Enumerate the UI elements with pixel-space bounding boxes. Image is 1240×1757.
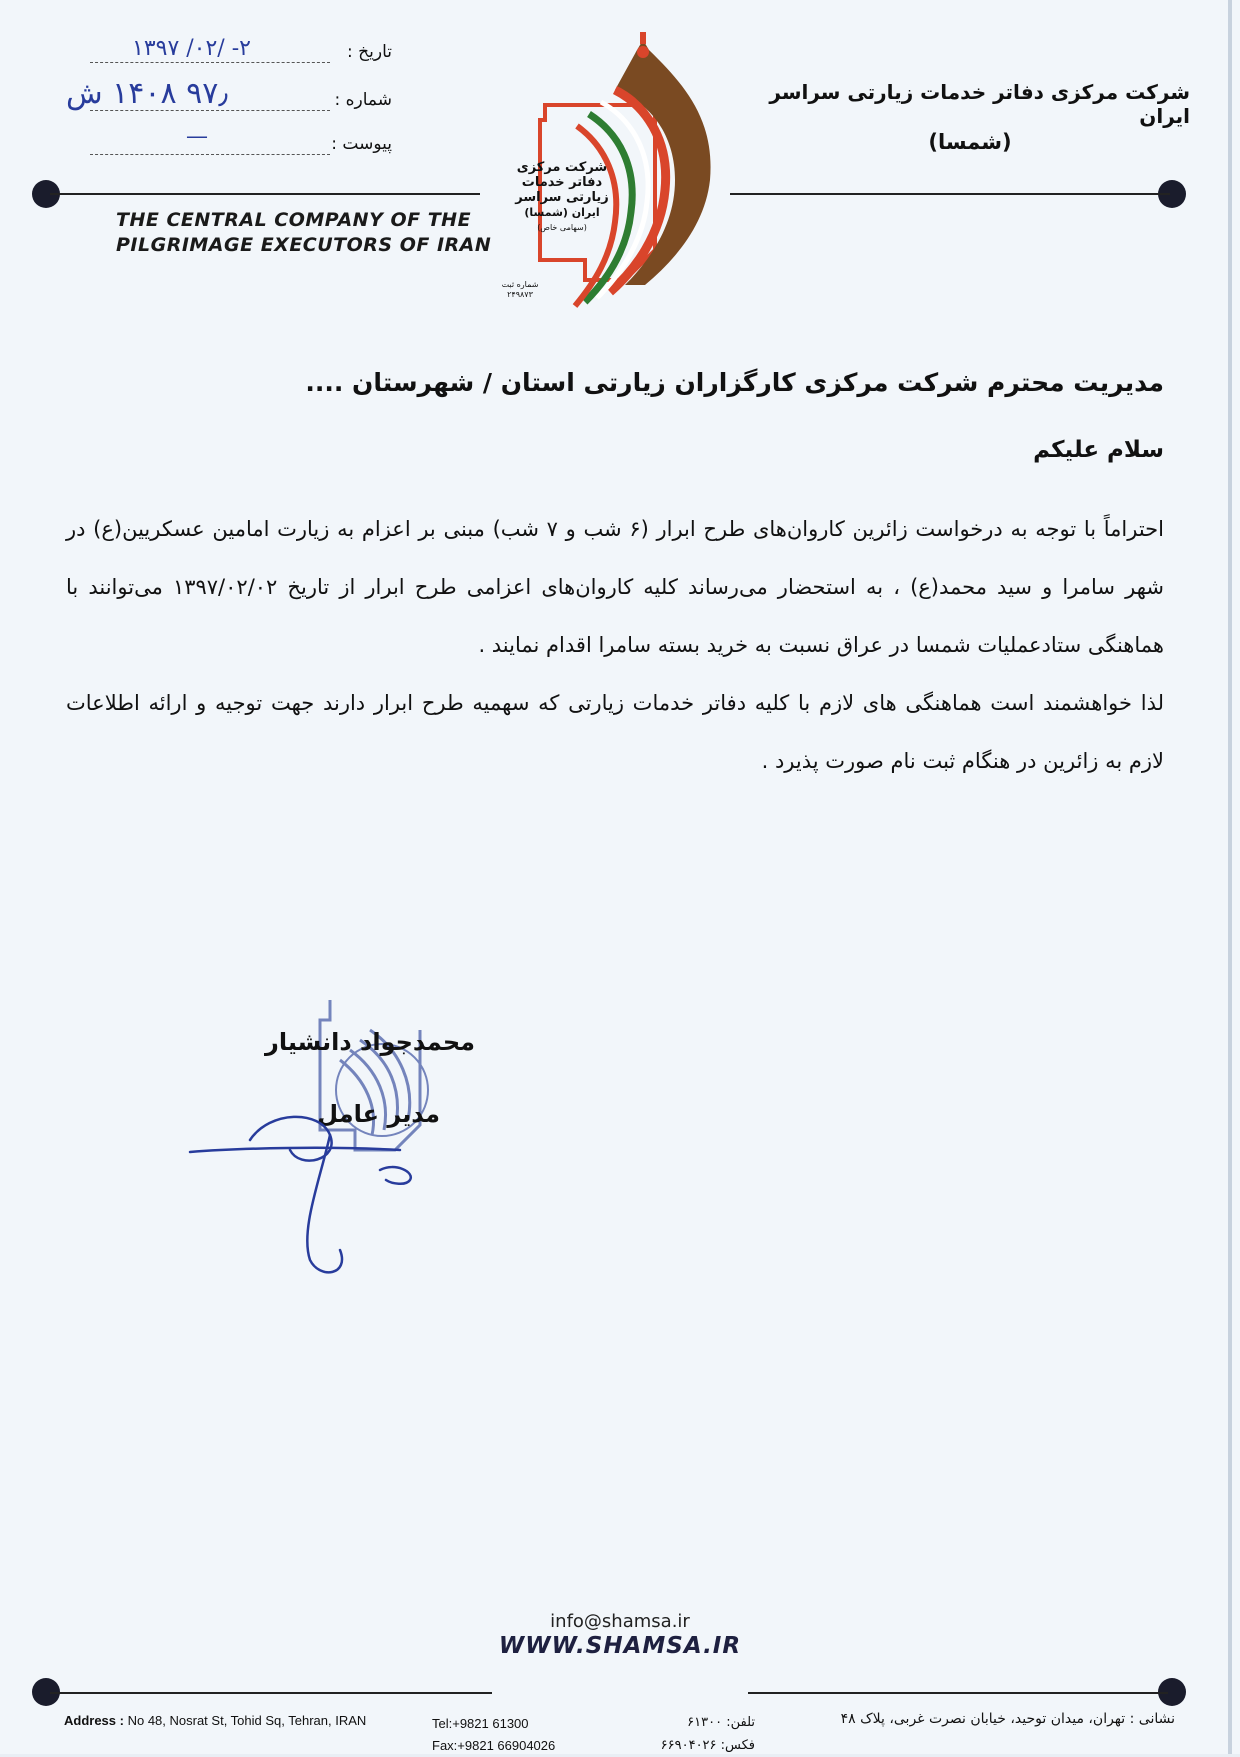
letter-greeting: سلام علیکم xyxy=(1033,437,1164,463)
footer-address-en xyxy=(64,1713,366,1728)
logo-reg-number: ۲۴۹۸۷۳ xyxy=(507,290,533,299)
shamsa-logo xyxy=(501,30,735,315)
number-handwritten: ۹۷٫ ۱۴۰۸ ش xyxy=(66,76,229,111)
attachment-row xyxy=(90,134,392,160)
footer-address-fa: نشانی : تهران، میدان توحید، خیابان نصرت غربی، پلاک ۴۸ xyxy=(840,1711,1175,1727)
date-label: تاریخ : xyxy=(347,42,392,62)
letter-paragraph-1: احتراماً با توجه به درخواست زائرین کاروان‌های طرح ابرار (۶ شب و ۷ شب) مبنی بر اعزام به زیارت امامین عسکریین(ع) در شهر سامرا و سید محمد(ع) ، به استحضار می‌رساند کلیه کاروان‌های اعزامی طرح ابرار از تاریخ ۱۳۹۷/۰۲/۰۲ می‌توانند با هماهنگی ستادعملیات شمسا در عراق نسبت به خرید بسته سامرا اقدام نمایند . xyxy=(66,517,1164,657)
footer-fax-fa: فکس: ۶۶۹۰۴۰۲۶ xyxy=(660,1738,755,1753)
company-name-en-line1: THE CENTRAL COMPANY OF THE xyxy=(116,209,472,231)
handwritten-signature-icon xyxy=(180,1100,470,1280)
number-label: شماره : xyxy=(334,90,392,110)
letter-paragraph-2: لذا خواهشمند است هماهنگی های لازم با کلیه دفاتر خدمات زیارتی که سهمیه طرح ابرار دارند جهت توجیه و ارائه اطلاعات لازم به زائرین در هنگام ثبت نام صورت پذیرد . xyxy=(66,691,1164,773)
logo-registration xyxy=(490,280,550,300)
footer-website: WWW.SHAMSA.IR xyxy=(498,1633,742,1659)
footer-phone-en xyxy=(432,1713,555,1757)
signatory-name: محمدجواد دانشیار xyxy=(265,1028,475,1056)
date-handwritten: ۱۳۹۷ /۰۲/ -۲ xyxy=(132,36,251,61)
footer-left-rule xyxy=(50,1692,492,1694)
company-name-fa: شرکت مرکزی دفاتر خدمات زیارتی سراسر ایران xyxy=(769,80,1190,128)
company-name-en xyxy=(116,208,491,258)
letter-body xyxy=(66,500,1164,790)
company-name-en-line2: PILGRIMAGE EXECUTORS OF IRAN xyxy=(116,234,492,256)
logo-reg-label: شماره ثبت xyxy=(501,280,539,289)
footer-right-rule xyxy=(748,1692,1168,1694)
logo-line5: (سهامی خاص) xyxy=(537,223,587,232)
footer-tel-fa: تلفن: ۶۱۳۰۰ xyxy=(687,1715,755,1730)
signatory-title: مدیر عامل xyxy=(317,1100,440,1128)
attachment-line xyxy=(90,154,330,155)
footer-address-label-en: Address : xyxy=(64,1713,124,1728)
logo-line4: ایران (شمسا) xyxy=(524,206,600,219)
company-abbr-fa: (شمسا) xyxy=(928,130,1012,154)
footer-tel-en: Tel:+9821 61300 xyxy=(432,1716,529,1731)
logo-line1: شرکت مرکزی xyxy=(516,160,608,175)
footer-fax-en: Fax:+9821 66904026 xyxy=(432,1738,556,1753)
footer-address-value-en: No 48, Nosrat St, Tohid Sq, Tehran, IRAN xyxy=(127,1713,367,1728)
date-line xyxy=(90,62,330,63)
footer-email: info@shamsa.ir xyxy=(550,1611,690,1632)
attachment-handwritten: — xyxy=(186,124,208,149)
scan-edge xyxy=(1228,0,1232,1754)
header-right-rule xyxy=(730,193,1170,195)
logo-line2: دفاتر خدمات xyxy=(521,175,603,190)
header-left-rule xyxy=(50,193,480,195)
logo-line3: زیارتی سراسر xyxy=(515,190,609,205)
attachment-label: پیوست : xyxy=(331,134,392,154)
footer-phone-fa xyxy=(661,1711,755,1757)
logo-text xyxy=(502,160,622,235)
letter-addressee: مدیریت محترم شرکت مرکزی کارگزاران زیارتی استان / شهرستان .... xyxy=(305,368,1164,397)
